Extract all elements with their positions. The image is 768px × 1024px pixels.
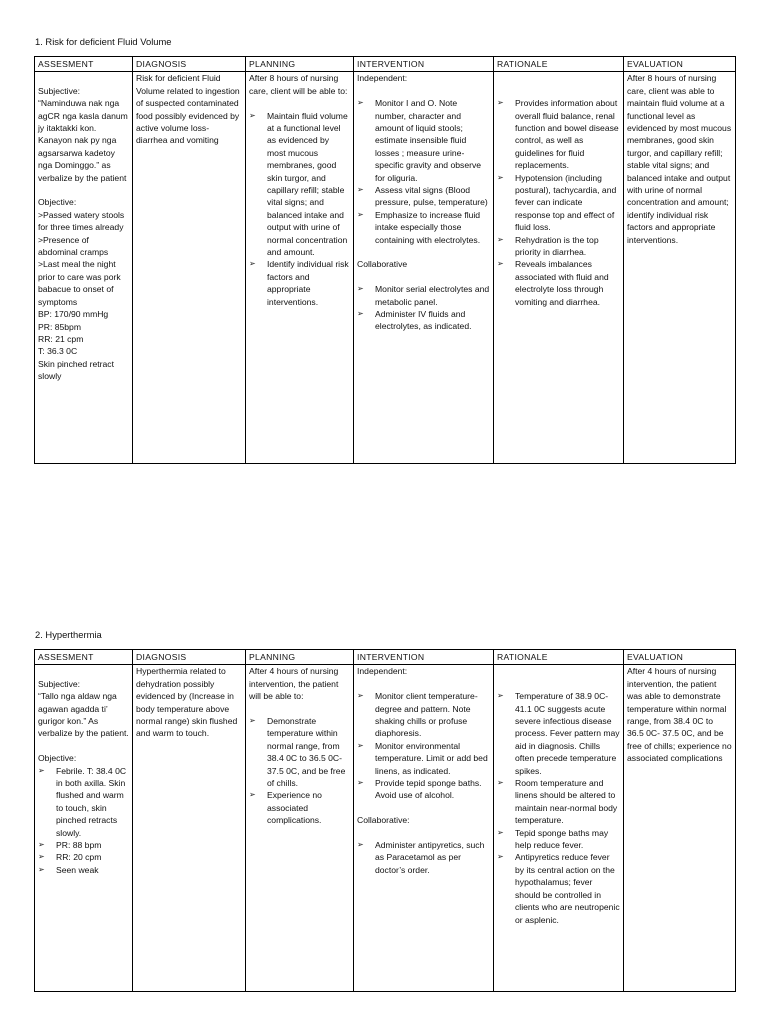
arrow-bullet-icon: ➢ — [497, 98, 504, 108]
table-row — [35, 72, 736, 464]
table2-title: 2. Hyperthermia — [35, 629, 102, 640]
care-plan-table-2 — [34, 649, 736, 992]
table-row — [35, 665, 736, 992]
arrow-bullet-icon: ➢ — [38, 864, 45, 874]
header-intervention: INTERVENTION — [354, 650, 494, 665]
vital-rr: RR: 21 cpm — [38, 333, 84, 344]
intervention-item — [357, 839, 490, 876]
header-diagnosis: DIAGNOSIS — [133, 650, 246, 665]
objective-line: Skin pinched retract slowly — [38, 358, 114, 382]
header-planning: PLANNING — [246, 650, 354, 665]
arrow-bullet-icon: ➢ — [497, 827, 504, 837]
arrow-bullet-icon: ➢ — [249, 259, 256, 269]
arrow-bullet-icon: ➢ — [357, 185, 364, 195]
objective-item — [38, 864, 129, 876]
arrow-bullet-icon: ➢ — [357, 740, 364, 750]
header-rationale: RATIONALE — [494, 650, 624, 665]
rationale-item-text: Reveals imbalances associated with fluid and electrolyte loss through vomiting and diarrhea. — [515, 259, 609, 307]
arrow-bullet-icon: ➢ — [357, 309, 364, 319]
diagnosis-text: Risk for deficient Fluid Volume related to ingestion of suspected contaminated food possibly evidenced by active volume loss- diarrhea and vomiting — [136, 73, 240, 146]
arrow-bullet-icon: ➢ — [357, 778, 364, 788]
vital-temp: T: 36.3 0C — [38, 346, 78, 357]
header-intervention: INTERVENTION — [354, 57, 494, 72]
arrow-bullet-icon: ➢ — [357, 209, 364, 219]
planning-cell — [246, 72, 354, 464]
objective-item — [38, 839, 129, 851]
arrow-bullet-icon: ➢ — [357, 840, 364, 850]
arrow-bullet-icon: ➢ — [497, 778, 504, 788]
arrow-bullet-icon: ➢ — [38, 840, 45, 850]
collaborative-label: Collaborative: — [357, 815, 410, 826]
arrow-bullet-icon: ➢ — [357, 284, 364, 294]
objective-item — [38, 851, 129, 863]
rationale-item-text: Room temperature and linens should be altered to maintain near-normal body temperature. — [515, 778, 618, 826]
arrow-bullet-icon: ➢ — [357, 98, 364, 108]
intervention-item-text: Monitor I and O. Note number, character and amount of liquid stools; estimate insensible fluid losses ; measure urine- specific gravity and observe for oliguria. — [375, 98, 482, 183]
planning-item-text: Experience no associated complications. — [267, 790, 322, 826]
header-evaluation: EVALUATION — [624, 650, 736, 665]
planning-intro: After 4 hours of nursing intervention, the patient will be able to: — [249, 666, 339, 702]
intervention-cell — [354, 665, 494, 992]
planning-item — [249, 110, 350, 259]
subjective-label: Subjective: — [38, 678, 81, 689]
rationale-cell — [494, 72, 624, 464]
arrow-bullet-icon: ➢ — [497, 172, 504, 182]
header-planning: PLANNING — [246, 57, 354, 72]
intervention-item — [357, 690, 490, 740]
objective-line: >Last meal the night prior to care was pork babacue to onset of symptoms — [38, 259, 121, 307]
planning-item-text: Identify individual risk factors and appropriate interventions. — [267, 259, 349, 307]
rationale-item — [497, 172, 620, 234]
table1-title: 1. Risk for deficient Fluid Volume — [35, 36, 172, 47]
rationale-item — [497, 97, 620, 171]
intervention-cell — [354, 72, 494, 464]
header-diagnosis: DIAGNOSIS — [133, 57, 246, 72]
rationale-item-text: Hypotension (including postural), tachycardia, and fever can indicate response top and effect of fluid loss. — [515, 172, 617, 233]
diagnosis-text: Hyperthermia related to dehydration possibly evidenced by (Increase in body temperature above normal range) skin flushed and warm to touch. — [136, 666, 238, 739]
vital-pr: PR: 85bpm — [38, 321, 81, 332]
table-header-row — [35, 57, 736, 72]
planning-intro: After 8 hours of nursing care, client will be able to: — [249, 73, 348, 96]
objective-item-text: Seen weak — [56, 864, 99, 875]
planning-item-text: Maintain fluid volume at a functional level as evidenced by most mucous membranes, good skin turgor, and capillary refill; stable vital signs; and balanced intake and output with urine of normal concentration and amount. — [267, 110, 348, 258]
intervention-item-text: Assess vital signs (Blood pressure, pulse, temperature) — [375, 185, 488, 208]
intervention-item-text: Administer IV fluids and electrolytes, as indicated. — [375, 309, 472, 332]
rationale-item-text: Tepid sponge baths may help reduce fever. — [515, 827, 609, 851]
collaborative-label: Collaborative — [357, 259, 408, 270]
header-evaluation: EVALUATION — [624, 57, 736, 72]
independent-label: Independent: — [357, 73, 408, 84]
header-assessment: ASSESMENT — [35, 57, 133, 72]
intervention-item-text: Emphasize to increase fluid intake especially those containing with electrolytes. — [375, 209, 481, 245]
table-header-row — [35, 650, 736, 665]
evaluation-cell — [624, 72, 736, 464]
rationale-item — [497, 690, 620, 777]
arrow-bullet-icon: ➢ — [497, 259, 504, 269]
intervention-item — [357, 308, 490, 333]
intervention-item-text: Monitor client temperature- degree and pattern. Note shaking chills or profuse diaphoresis. — [375, 691, 478, 739]
planning-item — [249, 258, 350, 308]
planning-cell — [246, 665, 354, 992]
objective-item-text: PR: 88 bpm — [56, 840, 102, 851]
evaluation-text: After 8 hours of nursing care, client was able to maintain fluid volume at a functional level as evidenced by most mucous membranes, good skin turgor, and capillary refill; stable vital signs; and balanced intake and output with urine of normal concentration and amount; identify individual risk factors and appropriate interventions. — [627, 73, 732, 245]
evaluation-cell — [624, 665, 736, 992]
rationale-item-text: Antipyretics reduce fever by its central action on the hypothalamus; fever should be controlled in clients who are neutropenic or asplenic. — [515, 852, 620, 925]
intervention-item — [357, 97, 490, 184]
intervention-item — [357, 209, 490, 246]
rationale-item — [497, 258, 620, 308]
evaluation-text: After 4 hours of nursing intervention, the patient was able to demonstrate temperature within normal range, from 38.4 0C to 36.5 0C- 37.5 0C, and be free of chills; experience no associated complications — [627, 666, 732, 764]
arrow-bullet-icon: ➢ — [497, 691, 504, 701]
rationale-item — [497, 851, 620, 925]
intervention-item-text: Provide tepid sponge baths. Avoid use of alcohol. — [375, 778, 482, 801]
objective-item-text: Febrile. T: 38.4 0C in both axilla. Skin flushed and warm to touch, skin pinched retracts slowly. — [56, 765, 127, 838]
arrow-bullet-icon: ➢ — [249, 716, 256, 726]
arrow-bullet-icon: ➢ — [497, 852, 504, 862]
rationale-cell — [494, 665, 624, 992]
objective-line: >Passed watery stools for three times already — [38, 209, 125, 233]
intervention-item — [357, 740, 490, 777]
arrow-bullet-icon: ➢ — [38, 852, 45, 862]
arrow-bullet-icon: ➢ — [38, 765, 45, 775]
subjective-label: Subjective: — [38, 85, 81, 96]
vital-bp: BP: 170/90 mmHg — [38, 309, 109, 320]
diagnosis-cell — [133, 72, 246, 464]
arrow-bullet-icon: ➢ — [249, 790, 256, 800]
subjective-text: “Tallo nga aldaw nga agawan agadda ti’ gurigor kon.” As verbalize by the patient. — [38, 691, 129, 739]
planning-item-text: Demonstrate temperature within normal range, from 38.4 0C to 36.5 0C- 37.5 0C, and be free of chills. — [267, 716, 346, 789]
intervention-item-text: Monitor environmental temperature. Limit or add bed linens, as indicated. — [375, 740, 488, 776]
objective-item-text: RR: 20 cpm — [56, 852, 102, 863]
planning-item — [249, 715, 350, 789]
header-rationale: RATIONALE — [494, 57, 624, 72]
arrow-bullet-icon: ➢ — [249, 110, 256, 120]
independent-label: Independent: — [357, 666, 408, 677]
rationale-item — [497, 234, 620, 259]
arrow-bullet-icon: ➢ — [497, 234, 504, 244]
rationale-item-text: Provides information about overall fluid balance, renal function and bowel disease control, as well as guidelines for fluid replacements. — [515, 98, 619, 171]
arrow-bullet-icon: ➢ — [357, 691, 364, 701]
subjective-text: “Naminduwa nak nga agCR nga kasla danum jy itaktakki kon. Kanayon nak py nga agsarsarwa kadetoy nga Dominggo.” as verbalize by the patient — [38, 98, 128, 183]
rationale-item-text: Temperature of 38.9 0C-41.1 0C suggests acute severe infectious disease process. Fever pattern may aid in diagnosis. Chills often precede temperature spikes. — [515, 691, 620, 776]
assessment-cell — [35, 72, 133, 464]
rationale-item-text: Rehydration is the top priority in diarrhea. — [515, 234, 599, 258]
planning-item — [249, 789, 350, 826]
rationale-item — [497, 777, 620, 827]
objective-line: >Presence of abdominal cramps — [38, 234, 109, 258]
intervention-item — [357, 184, 490, 209]
objective-label: Objective: — [38, 753, 77, 764]
intervention-item — [357, 283, 490, 308]
intervention-item-text: Administer antipyretics, such as Paracetamol as per doctor’s order. — [375, 840, 485, 875]
objective-label: Objective: — [38, 197, 77, 208]
header-assessment: ASSESMENT — [35, 650, 133, 665]
care-plan-table-1 — [34, 56, 736, 464]
intervention-item — [357, 777, 490, 802]
diagnosis-cell — [133, 665, 246, 992]
intervention-item-text: Monitor serial electrolytes and metabolic panel. — [375, 284, 490, 307]
assessment-cell — [35, 665, 133, 992]
rationale-item — [497, 827, 620, 852]
objective-item — [38, 765, 129, 839]
